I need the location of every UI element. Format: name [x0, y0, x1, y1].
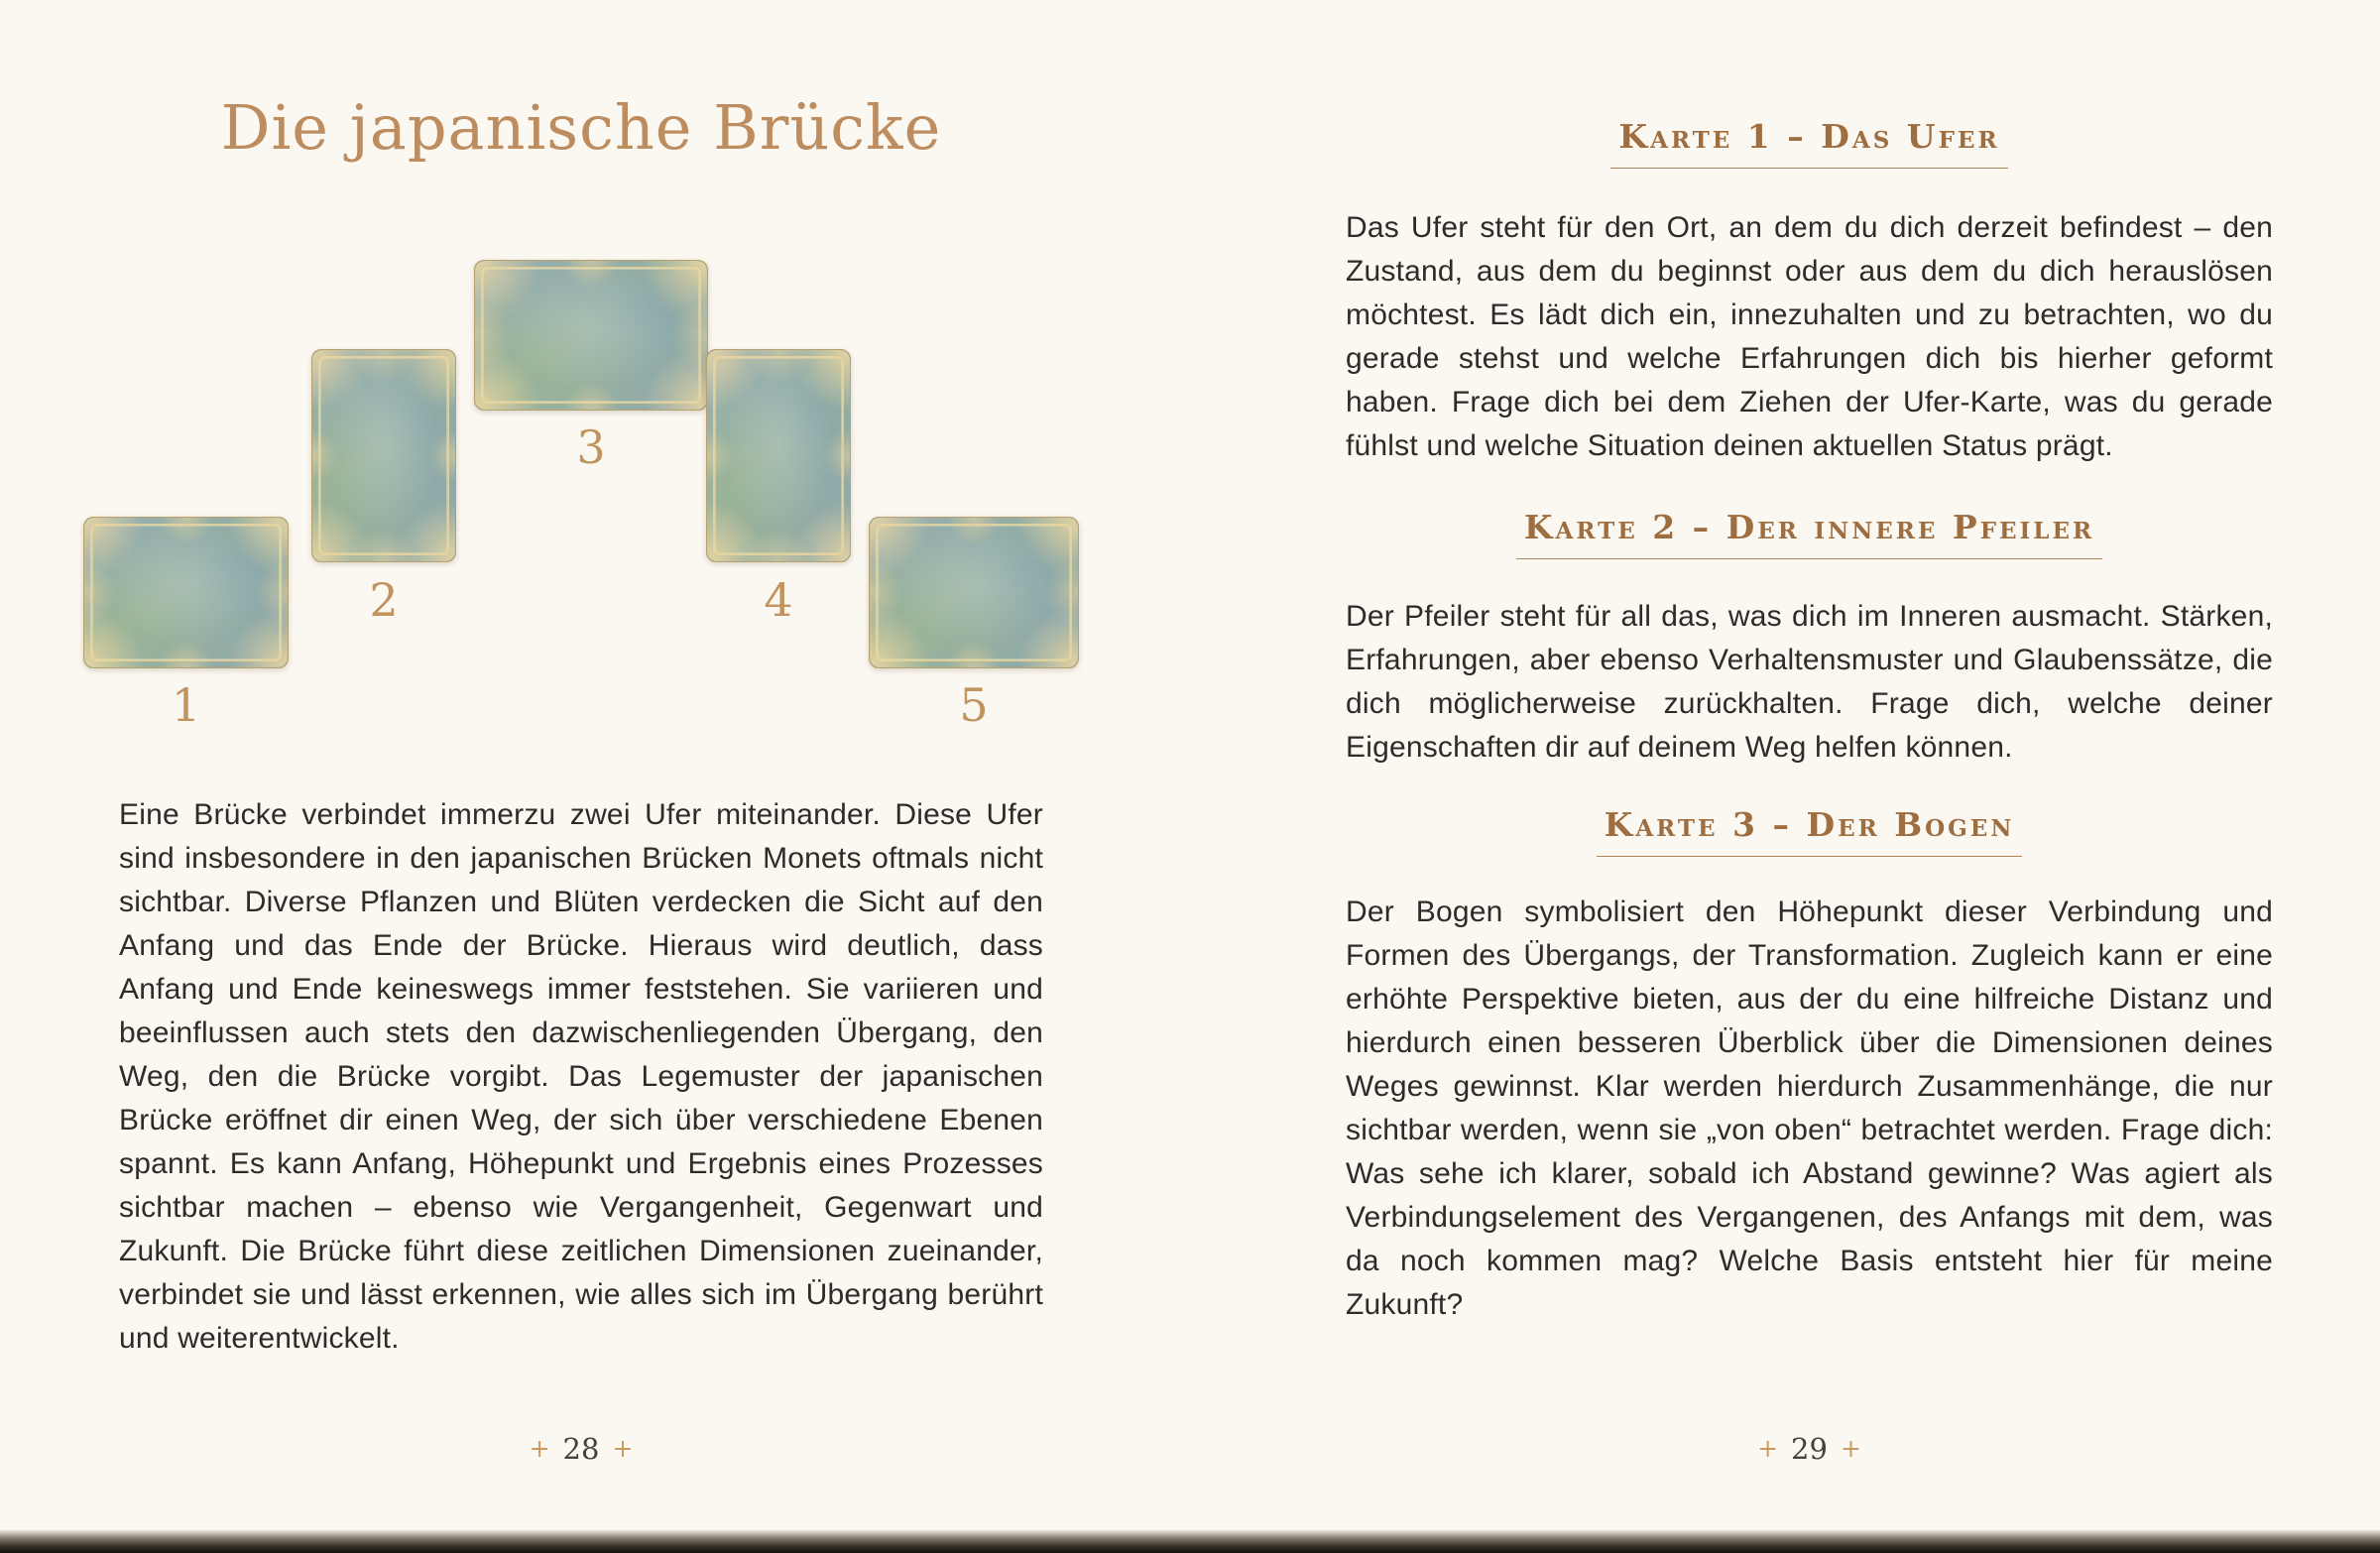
- section-heading-karte-1: Karte 1 – Das Ufer: [1610, 117, 2007, 169]
- section-heading-karte-2: Karte 2 – Der innere Pfeiler: [1516, 508, 2102, 559]
- card-back-position-2: [311, 349, 456, 562]
- footer-ornament-icon: +: [1757, 1434, 1779, 1463]
- footer-ornament-icon: +: [529, 1434, 550, 1463]
- card-back-position-3: [474, 260, 708, 411]
- card-back-position-1: [83, 517, 289, 668]
- section-body-karte-2: Der Pfeiler steht für all das, was dich im Inneren ausmacht. Stärken, Erfahrungen, aber ebenso Verhaltensmuster und Glaubenssätze, die dich möglicherweise zurückhalten. Frage dich, welche deiner Eigenschaften dir auf deinem Weg helfen können.: [1346, 600, 2273, 764]
- card-number-5: 5: [959, 678, 989, 732]
- card-number-2: 2: [369, 573, 399, 627]
- card-number-3: 3: [576, 420, 606, 474]
- section-3: [1346, 805, 2273, 857]
- section-heading-karte-3: Karte 3 – Der Bogen: [1597, 805, 2023, 857]
- section-1: [1346, 117, 2273, 169]
- card-back-position-5: [869, 517, 1079, 668]
- page-footer-left: [119, 1432, 1043, 1466]
- page-title: Die japanische Brücke: [220, 91, 942, 164]
- book-bottom-edge: [0, 1529, 2380, 1553]
- card-back-position-4: [706, 349, 851, 562]
- section-body-karte-3: Der Bogen symbolisiert den Höhepunkt dieser Verbindung und Formen des Übergangs, der Transformation. Zugleich kann er eine erhöhte Perspektive bieten, aus der du eine hilfreiche Distanz und hierdurch einen besseren Überblick über die Dimensionen deines Weges gewinnst. Klar werden hierdurch Zusammenhänge, die nur sichtbar werden, wenn sie „von oben“ betrachtet werden. Frage dich: Was sehe ich klarer, sobald ich Abstand gewinne? Was agiert als Verbindungselement des Vergangenen, des Anfangs mit dem, was da noch kommen mag? Welche Basis entsteht hier für meine Zukunft?: [1346, 896, 2273, 1321]
- footer-ornament-icon: +: [1840, 1434, 1861, 1463]
- intro-paragraph: Eine Brücke verbindet immerzu zwei Ufer miteinander. Diese Ufer sind insbesondere in den japanischen Brücken Monets oftmals nicht sichtbar. Diverse Pflanzen und Blüten verdecken die Sicht auf den Anfang und das Ende der Brücke. Hieraus wird deutlich, dass Anfang und Ende keineswegs immer feststehen. Sie variieren und beeinflussen auch stets den dazwischenliegenden Übergang, den Weg, den die Brücke vorgibt. Das Legemuster der japanischen Brücke eröffnet dir einen Weg, der sich über verschiedene Ebenen spannt. Es kann Anfang, Höhepunkt und Ergebnis eines Prozesses sichtbar machen – ebenso wie Vergangenheit, Gegenwart und Zukunft. Die Brücke führt diese zeitlichen Dimensionen zueinander, verbindet sie und lässt erkennen, wie alles sich im Übergang berührt und weiterentwickelt.: [119, 798, 1043, 1355]
- footer-ornament-icon: +: [612, 1434, 634, 1463]
- card-number-1: 1: [171, 678, 201, 732]
- section-2: [1346, 508, 2273, 559]
- right-page: [1190, 0, 2380, 1553]
- card-number-4: 4: [764, 573, 793, 627]
- section-body-karte-1: Das Ufer steht für den Ort, an dem du dich derzeit befindest – den Zustand, aus dem du beginnst oder aus dem du dich herauslösen möchtest. Es lädt dich ein, innezuhalten und zu betrachten, wo du gerade stehst und welche Erfahrungen dich bis hierher geformt haben. Frage dich bei dem Ziehen der Ufer-Karte, was du gerade fühlst und welche Situation deinen aktuellen Status prägt.: [1346, 211, 2273, 462]
- page-number-left: 28: [562, 1432, 600, 1466]
- page-number-right: 29: [1791, 1432, 1828, 1466]
- page-footer-right: [1346, 1432, 2273, 1466]
